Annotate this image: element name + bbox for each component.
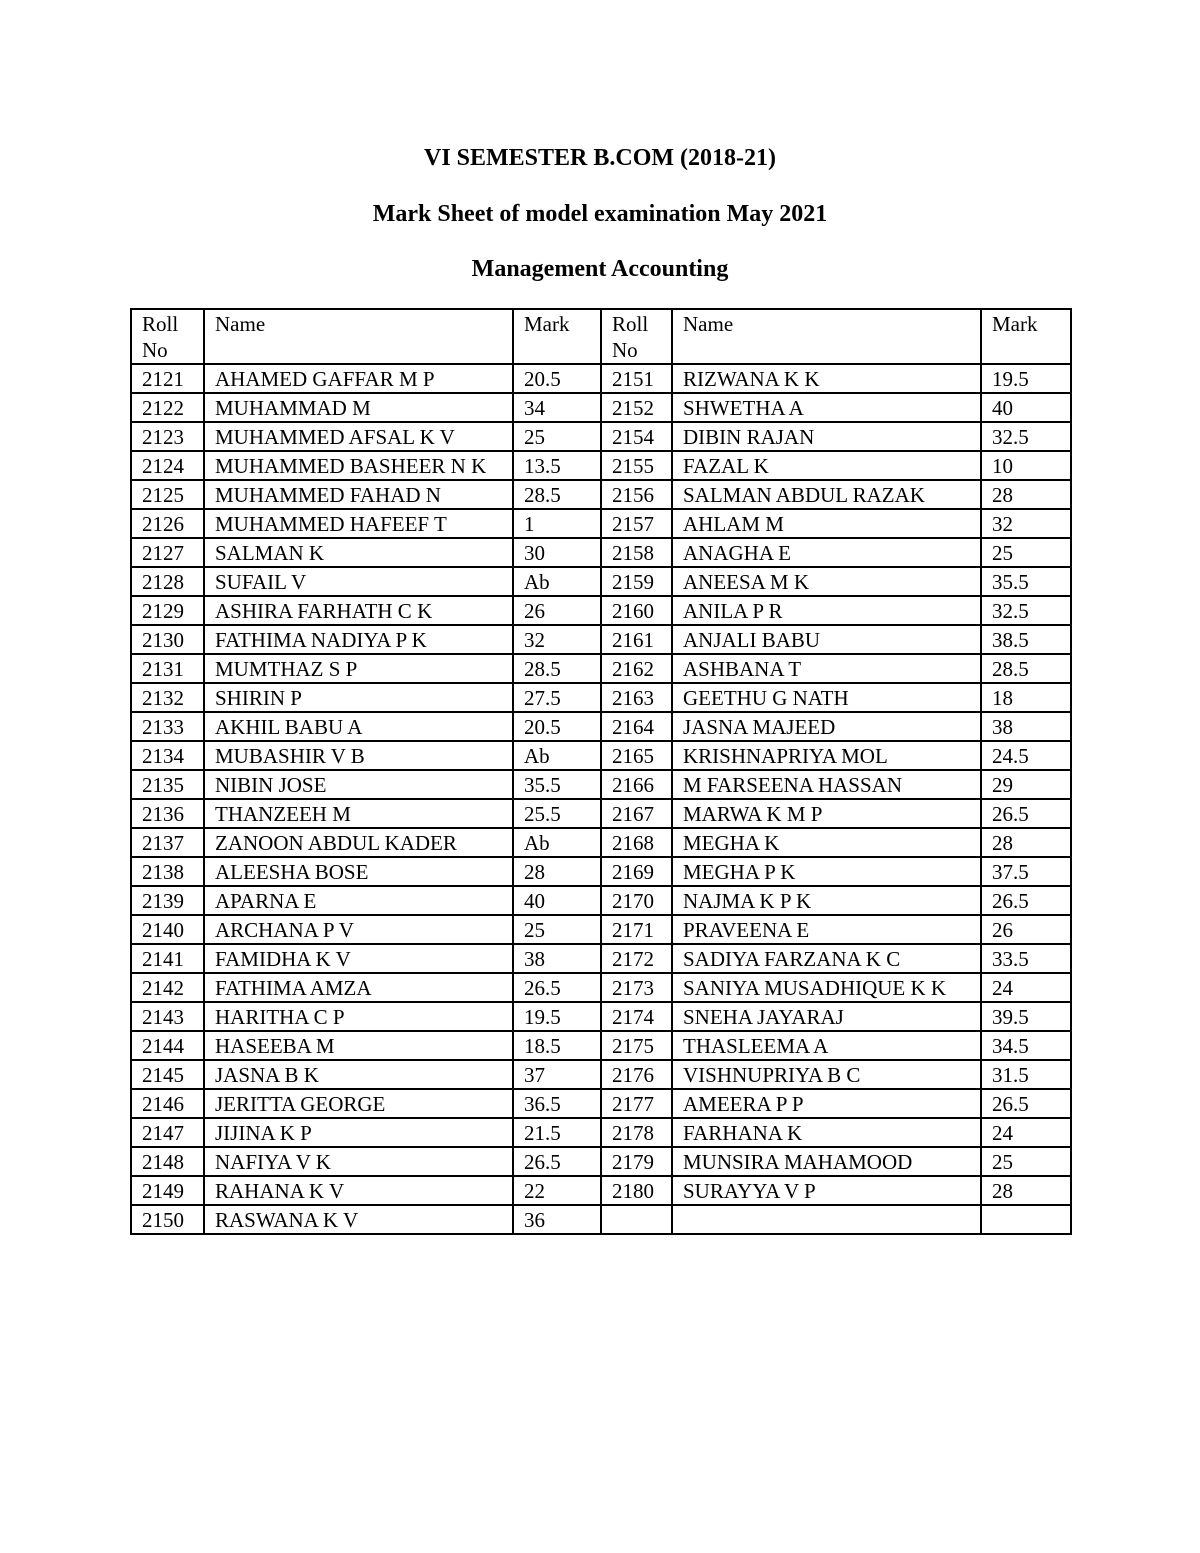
name-cell: SALMAN ABDUL RAZAK [672,480,981,509]
name-cell: FAMIDHA K V [204,944,513,973]
mark-cell: 25 [513,915,601,944]
table-row [131,1147,1071,1176]
name-cell: THANZEEH M [204,799,513,828]
mark-cell: 28 [981,480,1071,509]
name-cell: MUHAMMED HAFEEF T [204,509,513,538]
roll-no-cell: 2123 [131,422,204,451]
roll-no-cell: 2165 [601,741,672,770]
roll-no-cell: 2129 [131,596,204,625]
name-cell: MARWA K M P [672,799,981,828]
table-row [131,364,1071,393]
mark-cell: 38.5 [981,625,1071,654]
mark-cell: 40 [981,393,1071,422]
mark-cell: 21.5 [513,1118,601,1147]
table-row [131,422,1071,451]
table-row [131,509,1071,538]
roll-no-cell: 2160 [601,596,672,625]
name-cell: MUNSIRA MAHAMOOD [672,1147,981,1176]
table-row [131,1002,1071,1031]
name-cell: FATHIMA AMZA [204,973,513,1002]
mark-cell: 31.5 [981,1060,1071,1089]
mark-cell: 32.5 [981,596,1071,625]
mark-cell: 32 [981,509,1071,538]
mark-cell: 28.5 [513,654,601,683]
roll-no-cell: 2169 [601,857,672,886]
mark-cell: 28 [513,857,601,886]
name-cell: NIBIN JOSE [204,770,513,799]
name-cell: AHLAM M [672,509,981,538]
name-cell: ASHIRA FARHATH C K [204,596,513,625]
table-row [131,1060,1071,1089]
table-row [131,1118,1071,1147]
name-cell: MUHAMMED AFSAL K V [204,422,513,451]
table-row [131,596,1071,625]
mark-cell: 27.5 [513,683,601,712]
name-cell: FAZAL K [672,451,981,480]
mark-cell: 25 [981,1147,1071,1176]
name-cell: RAHANA K V [204,1176,513,1205]
roll-no-cell: 2171 [601,915,672,944]
mark-cell: 25.5 [513,799,601,828]
name-cell: M FARSEENA HASSAN [672,770,981,799]
roll-no-cell: 2149 [131,1176,204,1205]
roll-no-cell: 2137 [131,828,204,857]
roll-no-cell: 2144 [131,1031,204,1060]
name-cell: MUBASHIR V B [204,741,513,770]
roll-no-cell: 2180 [601,1176,672,1205]
roll-no-cell: 2136 [131,799,204,828]
name-cell: AMEERA P P [672,1089,981,1118]
name-cell: APARNA E [204,886,513,915]
name-cell: KRISHNAPRIYA MOL [672,741,981,770]
table-row [131,654,1071,683]
mark-cell: 26.5 [981,1089,1071,1118]
table-row [131,625,1071,654]
table-row [131,567,1071,596]
mark-cell: 26.5 [981,886,1071,915]
mark-cell: 13.5 [513,451,601,480]
subject-title: Management Accounting [471,256,729,282]
name-cell [672,1205,981,1234]
roll-no-cell: 2133 [131,712,204,741]
mark-cell: 40 [513,886,601,915]
mark-cell: Ab [513,828,601,857]
name-cell: SADIYA FARZANA K C [672,944,981,973]
roll-no-cell: 2166 [601,770,672,799]
mark-cell: 38 [513,944,601,973]
roll-no-cell: 2134 [131,741,204,770]
mark-cell: Ab [513,741,601,770]
mark-cell: 28 [981,828,1071,857]
name-cell: ALEESHA BOSE [204,857,513,886]
roll-no-cell: 2147 [131,1118,204,1147]
header-roll-no: Roll No [601,309,672,364]
name-cell: SURAYYA V P [672,1176,981,1205]
header-roll-no: Roll No [131,309,204,364]
name-cell: MEGHA K [672,828,981,857]
table-row [131,1205,1071,1234]
mark-cell: 32.5 [981,422,1071,451]
mark-cell: 29 [981,770,1071,799]
roll-no-cell: 2157 [601,509,672,538]
roll-no-cell: 2158 [601,538,672,567]
table-row [131,799,1071,828]
header-name: Name [672,309,981,364]
mark-cell: 26.5 [981,799,1071,828]
table-row [131,741,1071,770]
roll-no-cell: 2170 [601,886,672,915]
name-cell: NAJMA K P K [672,886,981,915]
roll-no-cell: 2162 [601,654,672,683]
mark-cell: 37 [513,1060,601,1089]
table-row [131,683,1071,712]
mark-cell: 33.5 [981,944,1071,973]
name-cell: AHAMED GAFFAR M P [204,364,513,393]
document-subtitle: Mark Sheet of model examination May 2021 [372,201,828,227]
mark-sheet-table [130,308,1072,1235]
roll-no-cell: 2179 [601,1147,672,1176]
table-row [131,1089,1071,1118]
header-mark: Mark [513,309,601,364]
table-row [131,1176,1071,1205]
table-row [131,886,1071,915]
document-title: VI SEMESTER B.COM (2018-21) [423,145,777,171]
name-cell: AKHIL BABU A [204,712,513,741]
mark-cell: 32 [513,625,601,654]
name-cell: RIZWANA K K [672,364,981,393]
table-row [131,857,1071,886]
mark-cell: 19.5 [981,364,1071,393]
table-row [131,393,1071,422]
mark-cell: 10 [981,451,1071,480]
roll-no-cell: 2172 [601,944,672,973]
name-cell: FARHANA K [672,1118,981,1147]
roll-no-cell: 2178 [601,1118,672,1147]
name-cell: THASLEEMA A [672,1031,981,1060]
name-cell: ZANOON ABDUL KADER [204,828,513,857]
header-name: Name [204,309,513,364]
mark-cell: 24 [981,1118,1071,1147]
mark-cell: 36 [513,1205,601,1234]
name-cell: SANIYA MUSADHIQUE K K [672,973,981,1002]
mark-cell: 37.5 [981,857,1071,886]
roll-no-cell: 2163 [601,683,672,712]
roll-no-cell: 2167 [601,799,672,828]
mark-cell: 25 [513,422,601,451]
roll-no-cell: 2148 [131,1147,204,1176]
name-cell: MUHAMMED BASHEER N K [204,451,513,480]
roll-no-cell: 2140 [131,915,204,944]
mark-cell: 26 [513,596,601,625]
roll-no-cell: 2152 [601,393,672,422]
name-cell: JIJINA K P [204,1118,513,1147]
mark-cell: 26 [981,915,1071,944]
roll-no-cell: 2121 [131,364,204,393]
mark-cell: 18.5 [513,1031,601,1060]
roll-no-cell: 2130 [131,625,204,654]
mark-cell: Ab [513,567,601,596]
roll-no-cell: 2175 [601,1031,672,1060]
mark-cell: 38 [981,712,1071,741]
name-cell: ARCHANA P V [204,915,513,944]
table-row [131,944,1071,973]
mark-cell: 20.5 [513,712,601,741]
roll-no-cell: 2131 [131,654,204,683]
roll-no-cell: 2177 [601,1089,672,1118]
mark-cell: 34 [513,393,601,422]
roll-no-cell: 2132 [131,683,204,712]
name-cell: ANILA P R [672,596,981,625]
roll-no-cell: 2127 [131,538,204,567]
roll-no-cell: 2168 [601,828,672,857]
roll-no-cell: 2143 [131,1002,204,1031]
mark-cell: 28.5 [513,480,601,509]
name-cell: DIBIN RAJAN [672,422,981,451]
table-header-row [131,309,1071,364]
name-cell: HASEEBA M [204,1031,513,1060]
roll-no-cell: 2164 [601,712,672,741]
mark-cell: 28.5 [981,654,1071,683]
name-cell: MUHAMMED FAHAD N [204,480,513,509]
name-cell: GEETHU G NATH [672,683,981,712]
name-cell: SNEHA JAYARAJ [672,1002,981,1031]
roll-no-cell: 2128 [131,567,204,596]
roll-no-cell: 2159 [601,567,672,596]
name-cell: JERITTA GEORGE [204,1089,513,1118]
table-row [131,538,1071,567]
mark-cell: 25 [981,538,1071,567]
roll-no-cell: 2176 [601,1060,672,1089]
mark-cell: 20.5 [513,364,601,393]
roll-no-cell: 2161 [601,625,672,654]
name-cell: MUMTHAZ S P [204,654,513,683]
name-cell: MEGHA P K [672,857,981,886]
roll-no-cell: 2139 [131,886,204,915]
mark-cell: 26.5 [513,973,601,1002]
name-cell: VISHNUPRIYA B C [672,1060,981,1089]
roll-no-cell: 2150 [131,1205,204,1234]
header-mark: Mark [981,309,1071,364]
roll-no-cell: 2156 [601,480,672,509]
roll-no-cell: 2122 [131,393,204,422]
name-cell: HARITHA C P [204,1002,513,1031]
mark-cell: 22 [513,1176,601,1205]
mark-cell: 18 [981,683,1071,712]
roll-no-cell: 2135 [131,770,204,799]
mark-cell [981,1205,1071,1234]
name-cell: JASNA B K [204,1060,513,1089]
roll-no-cell: 2125 [131,480,204,509]
roll-no-cell: 2126 [131,509,204,538]
roll-no-cell [601,1205,672,1234]
name-cell: ANAGHA E [672,538,981,567]
mark-sheet-body [131,309,1071,1234]
mark-cell: 28 [981,1176,1071,1205]
name-cell: MUHAMMAD M [204,393,513,422]
name-cell: ANEESA M K [672,567,981,596]
table-row [131,770,1071,799]
roll-no-cell: 2124 [131,451,204,480]
mark-cell: 1 [513,509,601,538]
name-cell: SUFAIL V [204,567,513,596]
mark-cell: 26.5 [513,1147,601,1176]
roll-no-cell: 2174 [601,1002,672,1031]
table-row [131,915,1071,944]
roll-no-cell: 2141 [131,944,204,973]
name-cell: JASNA MAJEED [672,712,981,741]
mark-cell: 34.5 [981,1031,1071,1060]
roll-no-cell: 2173 [601,973,672,1002]
table-row [131,451,1071,480]
roll-no-cell: 2145 [131,1060,204,1089]
roll-no-cell: 2142 [131,973,204,1002]
name-cell: NAFIYA V K [204,1147,513,1176]
mark-cell: 24 [981,973,1071,1002]
name-cell: FATHIMA NADIYA P K [204,625,513,654]
name-cell: SALMAN K [204,538,513,567]
mark-cell: 30 [513,538,601,567]
mark-cell: 35.5 [981,567,1071,596]
table-row [131,973,1071,1002]
name-cell: RASWANA K V [204,1205,513,1234]
roll-no-cell: 2154 [601,422,672,451]
roll-no-cell: 2155 [601,451,672,480]
name-cell: ANJALI BABU [672,625,981,654]
table-row [131,828,1071,857]
mark-cell: 39.5 [981,1002,1071,1031]
table-row [131,712,1071,741]
name-cell: SHIRIN P [204,683,513,712]
mark-cell: 35.5 [513,770,601,799]
roll-no-cell: 2151 [601,364,672,393]
name-cell: SHWETHA A [672,393,981,422]
table-row [131,480,1071,509]
mark-cell: 36.5 [513,1089,601,1118]
mark-cell: 19.5 [513,1002,601,1031]
name-cell: PRAVEENA E [672,915,981,944]
roll-no-cell: 2138 [131,857,204,886]
roll-no-cell: 2146 [131,1089,204,1118]
mark-cell: 24.5 [981,741,1071,770]
name-cell: ASHBANA T [672,654,981,683]
table-row [131,1031,1071,1060]
